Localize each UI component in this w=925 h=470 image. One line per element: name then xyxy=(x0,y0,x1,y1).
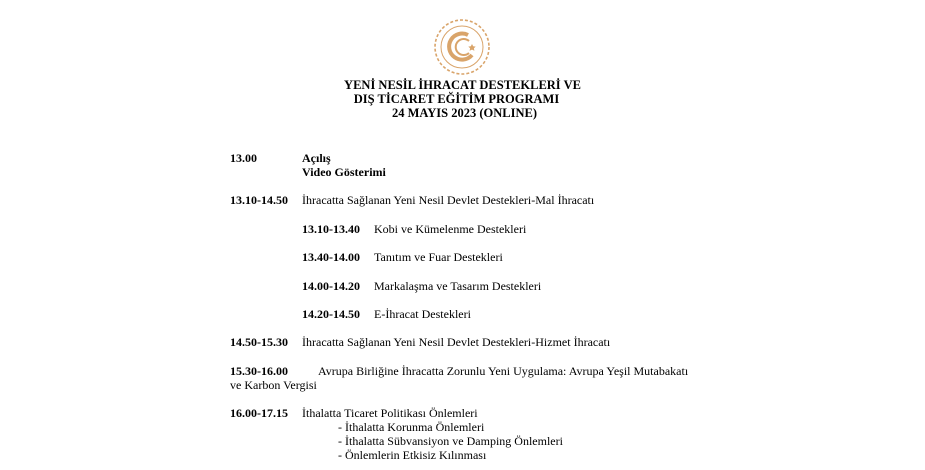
ministry-logo xyxy=(432,17,492,77)
eu-time: 15.30-16.00 xyxy=(230,364,288,378)
sub-session-title: Markalaşma ve Tasarım Destekleri xyxy=(374,279,542,293)
sub-session-time: 14.00-14.20 xyxy=(302,279,360,293)
sub-session-title: E-İhracat Destekleri xyxy=(374,307,471,321)
opening-time: 13.00 xyxy=(230,151,257,165)
document-title-line1: YENİ NESİL İHRACAT DESTEKLERİ VE xyxy=(344,78,581,92)
services-time: 14.50-15.30 xyxy=(230,335,288,349)
imports-item: - Önlemlerin Etkisiz Kılınması xyxy=(338,448,487,462)
imports-item: - İthalatta Korunma Önlemleri xyxy=(338,420,485,434)
video-title: Video Gösterimi xyxy=(302,165,386,179)
sub-session-title: Kobi ve Kümelenme Destekleri xyxy=(374,222,527,236)
sub-session-title: Tanıtım ve Fuar Destekleri xyxy=(374,250,503,264)
goods-title: İhracatta Sağlanan Yeni Nesil Devlet Destekleri-Mal İhracatı xyxy=(302,193,595,207)
imports-time: 16.00-17.15 xyxy=(230,406,288,420)
document-title-line2: DIŞ TİCARET EĞİTİM PROGRAMI xyxy=(353,92,560,106)
goods-time: 13.10-14.50 xyxy=(230,193,288,207)
eu-title-line2: ve Karbon Vergisi xyxy=(230,378,317,392)
imports-item: - İthalatta Sübvansiyon ve Damping Önlemleri xyxy=(338,434,563,448)
opening-title: Açılış xyxy=(302,151,331,165)
document-date: 24 MAYIS 2023 (ONLINE) xyxy=(391,106,538,120)
sub-session-time: 13.10-13.40 xyxy=(302,222,360,236)
sub-session-time: 13.40-14.00 xyxy=(302,250,360,264)
sub-session-time: 14.20-14.50 xyxy=(302,307,360,321)
services-title: İhracatta Sağlanan Yeni Nesil Devlet Destekleri-Hizmet İhracatı xyxy=(302,335,611,349)
imports-title: İthalatta Ticaret Politikası Önlemleri xyxy=(302,406,478,420)
eu-title-line1: Avrupa Birliğine İhracatta Zorunlu Yeni Uygulama: Avrupa Yeşil Mutabakatı xyxy=(318,364,689,378)
